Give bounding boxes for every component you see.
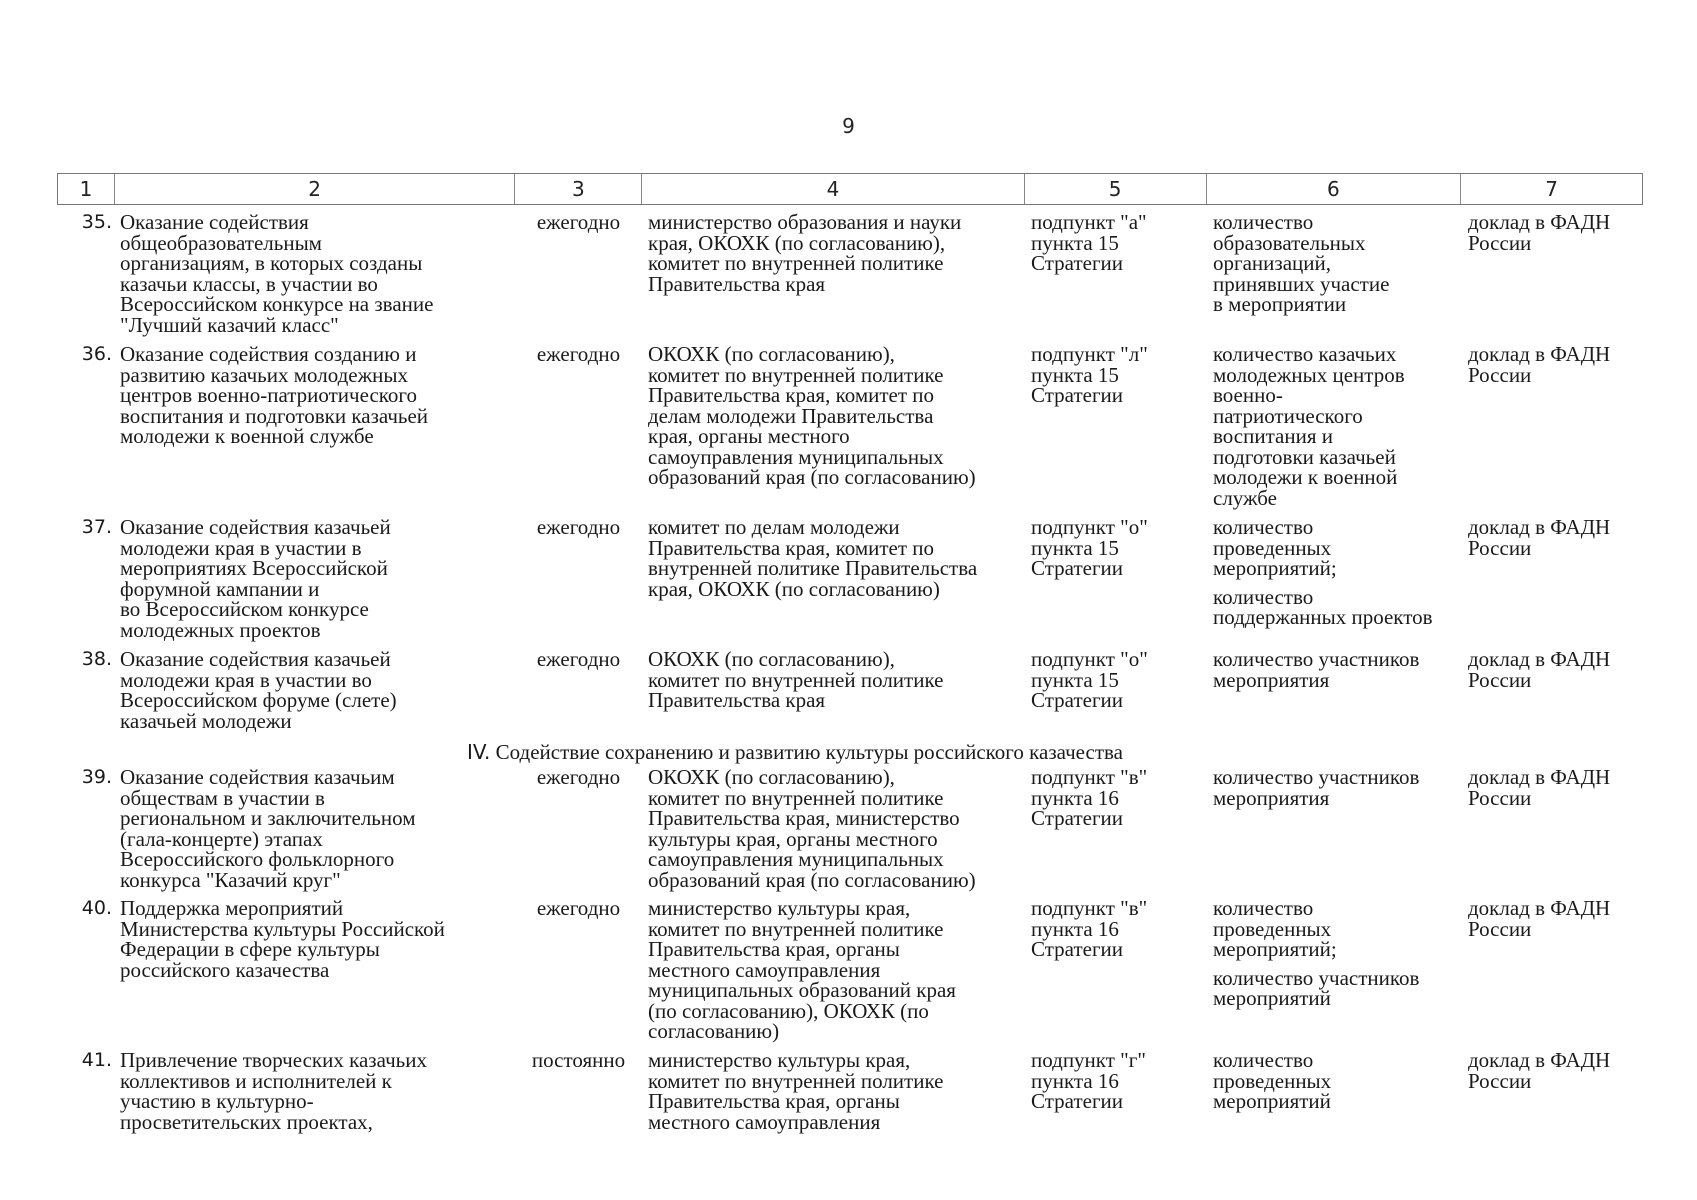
- section-heading: [57, 739, 1643, 767]
- basis-cell: подпункт "л" пункта 15 Стратегии: [1031, 342, 1148, 407]
- section-title: Содействие сохранению и развитию культуры российского казачества: [495, 740, 1123, 764]
- row-number: 39.: [81, 766, 112, 788]
- basis-cell: подпункт "а" пункта 15 Стратегии: [1031, 210, 1147, 275]
- column-header-7: 7: [1545, 177, 1558, 201]
- row-number: 37.: [81, 516, 112, 538]
- executors-cell: ОКОХК (по согласованию), комитет по внутренней политике Правительства края, министерство культуры края, органы местного самоуправления муниципальных образований края (по согласованию): [648, 765, 976, 892]
- indicator-text: количество проведенных мероприятий;: [1213, 896, 1337, 961]
- table-row: [57, 212, 1643, 344]
- report-cell: доклад в ФАДН России: [1468, 342, 1611, 387]
- indicator-text: количество участников мероприятия: [1213, 647, 1420, 692]
- row-number: 36.: [81, 343, 112, 365]
- report-cell: доклад в ФАДН России: [1468, 210, 1611, 255]
- measure-cell: Привлечение творческих казачьих коллективов и исполнителей к участию в культурно- просветительских проектах,: [120, 1048, 427, 1134]
- indicator-text: количество поддержанных проектов: [1213, 584, 1433, 629]
- report-cell: доклад в ФАДН России: [1468, 765, 1611, 810]
- indicators-cell: [1207, 212, 1462, 344]
- report-cell: доклад в ФАДН России: [1468, 1048, 1611, 1093]
- table-row: [57, 1050, 1643, 1140]
- row-number: 41.: [81, 1049, 112, 1071]
- column-header-4: 4: [642, 174, 1025, 204]
- indicator-text: количество участников мероприятий: [1213, 965, 1420, 1010]
- measure-cell: Оказание содействия казачьей молодежи края в участии в мероприятиях Всероссийской форумной кампании и во Всероссийском конкурсе молодежных проектов: [120, 515, 391, 642]
- frequency-cell: ежегодно: [536, 342, 621, 366]
- indicator-text: количество образовательных организаций, принявших участие в мероприятии: [1213, 210, 1390, 316]
- frequency-cell: ежегодно: [536, 896, 621, 920]
- frequency-cell: ежегодно: [536, 515, 621, 539]
- table-row: [57, 767, 1643, 898]
- page-number: 9: [842, 114, 855, 138]
- measure-cell: Оказание содействия созданию и развитию казачьих молодежных центров военно-патриотического воспитания и подготовки казачьей молодежи к военной службе: [120, 342, 429, 448]
- basis-cell: подпункт "о" пункта 15 Стратегии: [1031, 515, 1148, 580]
- row-number: 35.: [81, 211, 112, 233]
- basis-cell: подпункт "г" пункта 16 Стратегии: [1031, 1048, 1146, 1113]
- table-row: [57, 898, 1643, 1050]
- indicators-cell: [1207, 767, 1462, 898]
- indicators-cell: [1207, 344, 1462, 517]
- frequency-cell: ежегодно: [536, 210, 621, 234]
- report-cell: доклад в ФАДН России: [1468, 647, 1611, 692]
- executors-cell: министерство образования и науки края, ОКОХК (по согласованию), комитет по внутренней политике Правительства края: [648, 210, 962, 296]
- basis-cell: подпункт "в" пункта 16 Стратегии: [1031, 765, 1148, 830]
- table-body: [57, 212, 1643, 1140]
- row-number: 38.: [81, 648, 112, 670]
- report-cell: доклад в ФАДН России: [1468, 896, 1611, 941]
- table-row: [57, 517, 1643, 649]
- executors-cell: ОКОХК (по согласованию), комитет по внутренней политике Правительства края: [648, 647, 944, 712]
- frequency-cell: постоянно: [531, 1048, 626, 1072]
- indicator-text: количество проведенных мероприятий;: [1213, 515, 1337, 580]
- frequency-cell: ежегодно: [536, 765, 621, 789]
- column-header-3: 3: [515, 174, 642, 204]
- indicators-cell: [1207, 649, 1462, 739]
- table-row: [57, 344, 1643, 517]
- frequency-cell: ежегодно: [536, 647, 621, 671]
- executors-cell: ОКОХК (по согласованию), комитет по внутренней политике Правительства края, комитет по делам молодежи Правительства края, органы местного самоуправления муниципальных образований края (по согласованию): [648, 342, 976, 489]
- column-header-5: 5: [1025, 174, 1207, 204]
- indicator-text: количество участников мероприятия: [1213, 765, 1420, 810]
- column-header-2: 2: [115, 174, 516, 204]
- row-number: 40.: [81, 897, 112, 919]
- measure-cell: Оказание содействия казачьей молодежи края в участии во Всероссийском форуме (слете) казачьей молодежи: [120, 647, 397, 733]
- section-roman-number: IV.: [467, 740, 491, 764]
- table-row: [57, 649, 1643, 739]
- column-header-6: 6: [1207, 174, 1462, 204]
- measure-cell: Оказание содействия общеобразовательным организациям, в которых созданы казачьи классы, в участии во Всероссийском конкурсе на звание "Лучший казачий класс": [120, 210, 434, 337]
- executors-cell: министерство культуры края, комитет по внутренней политике Правительства края, органы местного самоуправления муниципальных образований края (по согласованию), ОКОХК (по согласованию): [648, 896, 956, 1043]
- basis-cell: подпункт "о" пункта 15 Стратегии: [1031, 647, 1148, 712]
- indicators-cell: [1207, 1050, 1462, 1140]
- measure-cell: Оказание содействия казачьим обществам в участии в региональном и заключительном (гала-концерте) этапах Всероссийского фольклорного конкурса "Казачий круг": [120, 765, 416, 892]
- indicators-cell: [1207, 898, 1462, 1050]
- measure-cell: Поддержка мероприятий Министерства культуры Российской Федерации в сфере культуры российского казачества: [120, 896, 445, 982]
- basis-cell: подпункт "в" пункта 16 Стратегии: [1031, 896, 1148, 961]
- column-header-1: 1: [58, 174, 115, 204]
- executors-cell: министерство культуры края, комитет по внутренней политике Правительства края, органы местного самоуправления: [648, 1048, 944, 1134]
- report-cell: доклад в ФАДН России: [1468, 515, 1611, 560]
- indicators-cell: [1207, 517, 1462, 649]
- indicator-text: количество проведенных мероприятий: [1213, 1048, 1332, 1113]
- table-header: [57, 173, 1643, 205]
- executors-cell: комитет по делам молодежи Правительства края, комитет по внутренней политике Правительства края, ОКОХК (по согласованию): [648, 515, 978, 601]
- indicator-text: количество казачьих молодежных центров военно- патриотического воспитания и подготовки казачьей молодежи к военной службе: [1213, 342, 1405, 510]
